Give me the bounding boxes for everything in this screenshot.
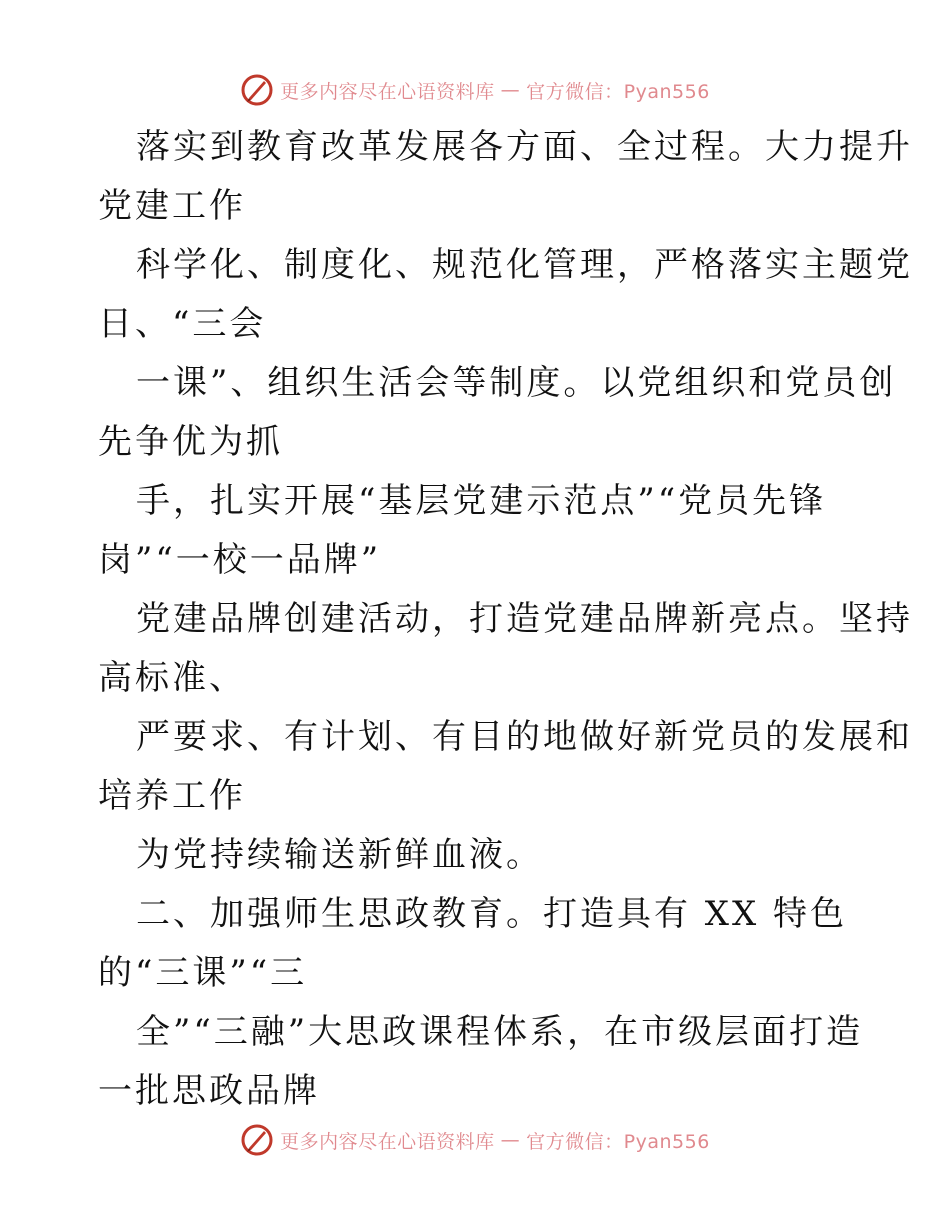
text-line: 科学化、制度化、规范化管理，严格落实主题党 bbox=[136, 245, 913, 285]
text-line: 严要求、有计划、有目的地做好新党员的发展和 bbox=[136, 717, 913, 757]
text-line: 全”“三融”大思政课程体系，在市级层面打造 bbox=[136, 1012, 864, 1052]
watermark-title: 更多内容尽在心语资料库 bbox=[280, 1130, 495, 1153]
text-line: 党建品牌创建活动，打造党建品牌新亮点。坚持 bbox=[136, 599, 913, 639]
header-watermark bbox=[0, 70, 950, 110]
text-line: 为党持续输送新鲜血液。 bbox=[136, 835, 543, 875]
text-line: 高标准、 bbox=[98, 658, 246, 698]
text-line: 先争优为抓 bbox=[98, 422, 283, 462]
document-body bbox=[98, 118, 913, 1121]
text-line: 岗”“一校一品牌” bbox=[98, 540, 382, 580]
text-line: 二、加强师生思政教育。打造具有 XX 特色 bbox=[136, 894, 848, 934]
text-line: 一课”、组织生活会等制度。以党组织和党员创 bbox=[136, 363, 897, 403]
text-line: 一批思政品牌 bbox=[98, 1071, 320, 1111]
text-line: 手，扎实开展“基层党建示范点”“党员先锋 bbox=[136, 481, 827, 521]
text-line: 日、“三会 bbox=[98, 304, 267, 344]
quill-logo-icon bbox=[240, 1123, 274, 1157]
watermark-dash: — bbox=[500, 79, 521, 101]
watermark-account: 官方微信：Pyan556 bbox=[526, 80, 710, 103]
text-line: 的“三课”“三 bbox=[98, 953, 308, 993]
text-line: 党建工作 bbox=[98, 186, 246, 226]
watermark-title: 更多内容尽在心语资料库 bbox=[280, 80, 495, 103]
watermark-account: 官方微信：Pyan556 bbox=[526, 1130, 710, 1153]
text-line: 落实到教育改革发展各方面、全过程。大力提升 bbox=[136, 127, 913, 167]
quill-logo-icon bbox=[240, 73, 274, 107]
text-line: 培养工作 bbox=[98, 776, 246, 816]
footer-watermark bbox=[0, 1120, 950, 1160]
watermark-dash: — bbox=[500, 1129, 521, 1151]
